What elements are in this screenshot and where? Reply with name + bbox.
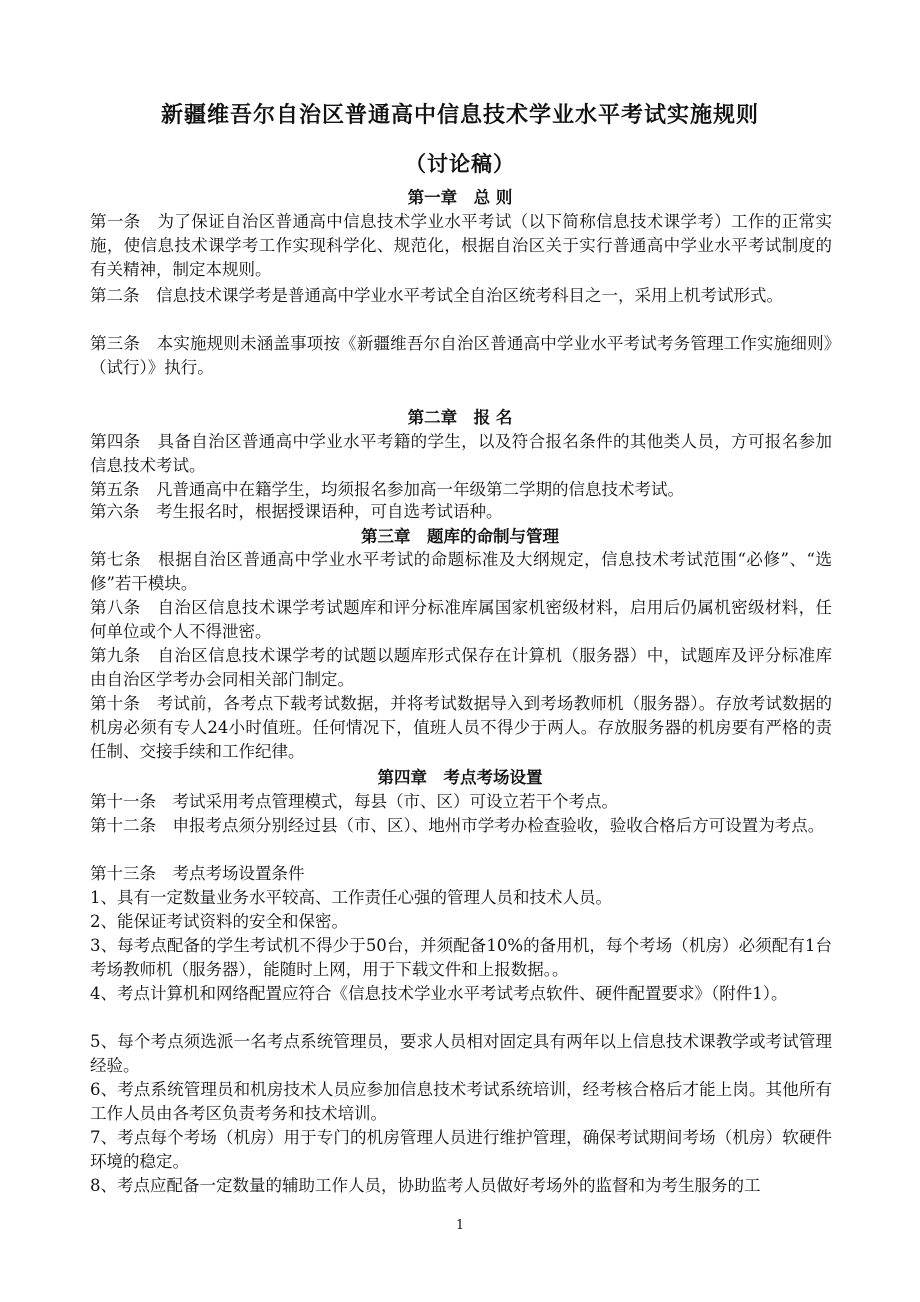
article-11: 第十一条 考试采用考点管理模式，每县（市、区）可设立若干个考点。 (90, 792, 618, 811)
condition-item: 3、每考点配备的学生考试机不得少于50台，并须配备10%的备用机，每个考场（机房）必须配有1台考场教师机（服务器），能随时上网，用于下载文件和上报数据。。 (90, 936, 832, 979)
article-10: 第十条 考试前，各考点下载考试数据，并将考试数据导入到考场教师机（服务器）。存放考试数据的机房必须有专人24小时值班。任何情况下，值班人员不得少于两人。存放服务器的机房要有严格的责任制、交接手续和工作纪律。 (90, 694, 832, 761)
article-1: 第一条 为了保证自治区普通高中信息技术学业水平考试（以下简称信息技术课学考）工作的正常实施，使信息技术课学考工作实现科学化、规范化，根据自治区关于实行普通高中学业水平考试制度的有关精神，制定本规则。 (90, 212, 832, 279)
chapter-heading: 第二章 报 名 (407, 408, 513, 427)
article-6: 第六条 考生报名时，根据授课语种，可自选考试语种。 (90, 502, 503, 521)
chapter-heading: 第四章 考点考场设置 (377, 768, 543, 787)
article-13: 第十三条 考点考场设置条件 (90, 864, 305, 883)
document-subtitle: （讨论稿） (405, 151, 515, 176)
page-number: 1 (455, 1218, 465, 1233)
chapter-heading: 第三章 题库的命制与管理 (361, 527, 559, 546)
condition-item: 8、考点应配备一定数量的辅助工作人员，协助监考人员做好考场外的监督和为考生服务的工 (90, 1176, 761, 1195)
article-2: 第二条 信息技术课学考是普通高中学业水平考试全自治区统考科目之一，采用上机考试形式。 (90, 286, 783, 305)
condition-item: 7、考点每个考场（机房）用于专门的机房管理人员进行维护管理，确保考试期间考场（机房）软硬件环境的稳定。 (90, 1128, 832, 1171)
article-3: 第三条 本实施规则未涵盖事项按《新疆维吾尔自治区普通高中学业水平考试考务管理工作实施细则》（试行）》执行。 (90, 334, 832, 377)
article-12: 第十二条 申报考点须分别经过县（市、区）、地州市学考办检查验收，验收合格后方可设置为考点。 (90, 816, 825, 835)
article-4: 第四条 具备自治区普通高中学业水平考籍的学生，以及符合报名条件的其他类人员，方可报名参加信息技术考试。 (90, 432, 832, 475)
condition-item: 2、能保证考试资料的安全和保密。 (90, 912, 348, 931)
condition-item: 4、考点计算机和网络配置应符合《信息技术学业水平考试考点软件、硬件配置要求》（附件1）。 (90, 984, 788, 1003)
article-5: 第五条 凡普通高中在籍学生，均须报名参加高一年级第二学期的信息技术考试。 (90, 480, 684, 499)
document-title: 新疆维吾尔自治区普通高中信息技术学业水平考试实施规则 (160, 102, 759, 128)
article-7: 第七条 根据自治区普通高中学业水平考试的命题标准及大纲规定，信息技术考试范围“必修”、“选修”若干模块。 (90, 550, 832, 593)
condition-item: 1、具有一定数量业务水平较高、工作责任心强的管理人员和技术人员。 (90, 888, 612, 907)
condition-item: 6、考点系统管理员和机房技术人员应参加信息技术考试系统培训，经考核合格后才能上岗。其他所有工作人员由各考区负责考务和技术培训。 (90, 1080, 832, 1123)
condition-item: 5、每个考点须选派一名考点系统管理员，要求人员相对固定具有两年以上信息技术课教学或考试管理经验。 (90, 1032, 832, 1075)
chapter-heading: 第一章 总 则 (407, 188, 513, 207)
article-8: 第八条 自治区信息技术课学考试题库和评分标准库属国家机密级材料，启用后仍属机密级材料，任何单位或个人不得泄密。 (90, 598, 832, 641)
article-9: 第九条 自治区信息技术课学考的试题以题库形式保存在计算机（服务器）中，试题库及评分标准库由自治区学考办会同相关部门制定。 (90, 646, 832, 689)
